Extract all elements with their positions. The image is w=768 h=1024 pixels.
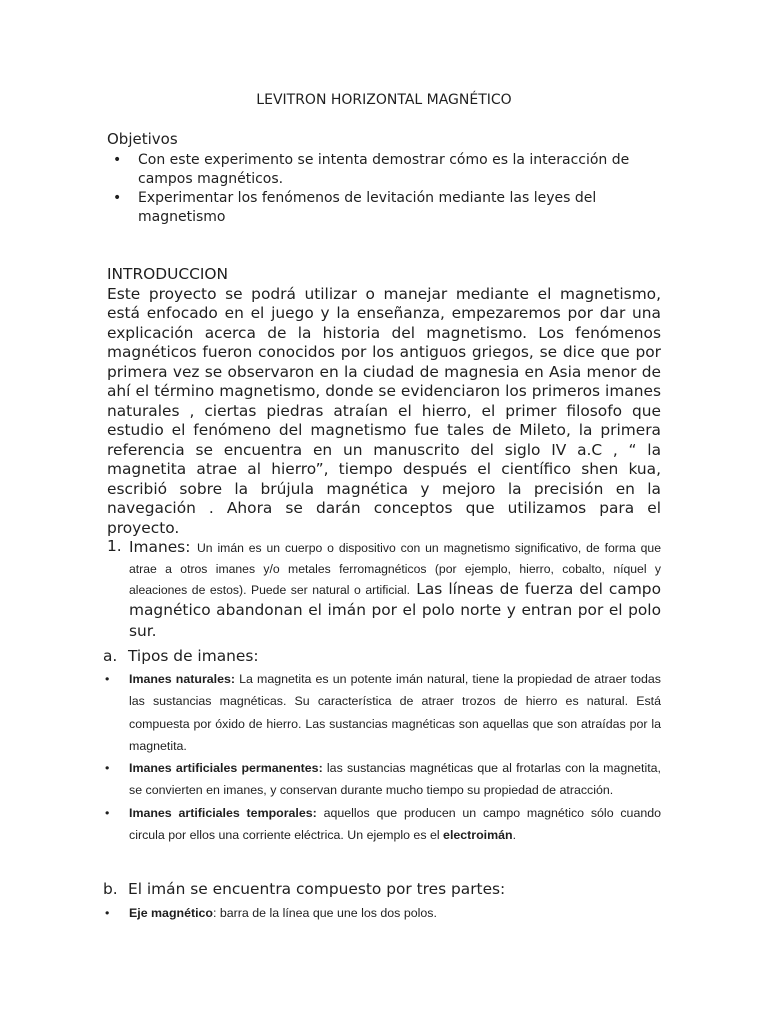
list-item: [105, 757, 661, 802]
magnet-types-list: [105, 668, 661, 846]
bullet-icon: •: [105, 805, 110, 820]
subsection-label: a.: [103, 647, 118, 665]
introduction-section: [107, 265, 661, 538]
objectives-heading: Objetivos: [107, 130, 178, 148]
bullet-icon: •: [105, 672, 110, 686]
section-lead: Imanes:: [129, 538, 191, 556]
magnet-parts-list: [105, 902, 661, 924]
bullet-icon: •: [113, 152, 122, 168]
bullet-icon: •: [105, 906, 110, 920]
objectives-list: [113, 151, 673, 227]
document-title: LEVITRON HORIZONTAL MAGNÉTICO: [256, 92, 512, 108]
introduction-paragraph: Este proyecto se podrá utilizar o manejar mediante el magnetismo, está enfocado en el juego y la enseñanza, empezaremos por dar una explicación acerca de la historia del magnetismo. Los fenómenos magnéticos fueron conocidos por los antiguos griegos, se dice que por primera vez se observaron en la ciudad de magnesia en Asia menor de ahí el término magnetismo, donde se evidenciaron los primeros imanes naturales , ciertas piedras atraían el hierro, el primer filosofo que estudio el fenómeno del magnetismo fue tales de Mileto, la primera referencia se encuentra en un manuscrito del siglo IV a.C , “ la magnetita atrae al hierro”, tiempo después el científico shen kua, escribió sobre la brújula magnética y mejoro la precisión en la navegación . Ahora se darán conceptos que utilizamos para el proyecto.: [107, 284, 661, 537]
list-item: [105, 802, 661, 847]
item-term: Imanes artificiales temporales:: [129, 805, 317, 820]
subsection-label: b.: [103, 880, 118, 898]
subsection-b-heading: [103, 880, 505, 898]
item-emphasis: electroimán: [443, 828, 513, 843]
subsection-title: El imán se encuentra compuesto por tres partes:: [128, 880, 506, 898]
section-number: 1.: [107, 537, 122, 555]
item-text: las sustancias magnéticas que al frotarlas con la magnetita, se convierten en imanes, y conservan durante mucho tiempo su propiedad de atracción.: [129, 761, 662, 798]
objective-text: Experimentar los fenómenos de levitación mediante las leyes del magnetismo: [138, 190, 597, 225]
section-continuation: Las líneas de fuerza del campo magnético abandonan el imán por el polo norte y entran por el polo sur.: [129, 580, 661, 640]
subsection-title: Tipos de imanes:: [128, 647, 259, 665]
item-text: : barra de la línea que une los dos polos.: [213, 906, 437, 920]
bullet-icon: •: [113, 190, 122, 206]
list-item: [105, 668, 661, 757]
list-item: [113, 151, 673, 189]
item-text: aquellos que producen un campo magnético sólo cuando circula por ellos una corriente eléctrica. Un ejemplo es el: [129, 805, 662, 843]
bullet-icon: •: [105, 761, 110, 776]
introduction-heading: INTRODUCCION: [107, 265, 229, 283]
item-tail: .: [512, 828, 517, 843]
objective-text: Con este experimento se intenta demostrar cómo es la interacción de campos magnéticos.: [138, 152, 630, 187]
section-imanes: [107, 537, 661, 641]
item-term: Eje magnético: [129, 906, 214, 920]
subsection-a-heading: [103, 647, 259, 665]
section-definition: Un imán es un cuerpo o dispositivo con un magnetismo significativo, de forma que atrae a otros imanes y/o metales ferromagnéticos (por ejemplo, hierro, cobalto, níquel y aleaciones de estos). Puede ser natural o artificial.: [129, 541, 661, 597]
list-item: [105, 902, 661, 924]
item-term: Imanes naturales:: [129, 672, 236, 686]
item-text: La magnetita es un potente imán natural, tiene la propiedad de atraer todas las sustancias magnéticas. Su característica de atraer trozos de hierro es natural. Está compuesta por óxido de hierro. Las sustancias magnéticas son aquellas que son atraídas por la magnetita.: [129, 672, 661, 753]
item-term: Imanes artificiales permanentes:: [129, 761, 323, 776]
list-item: [113, 189, 673, 227]
